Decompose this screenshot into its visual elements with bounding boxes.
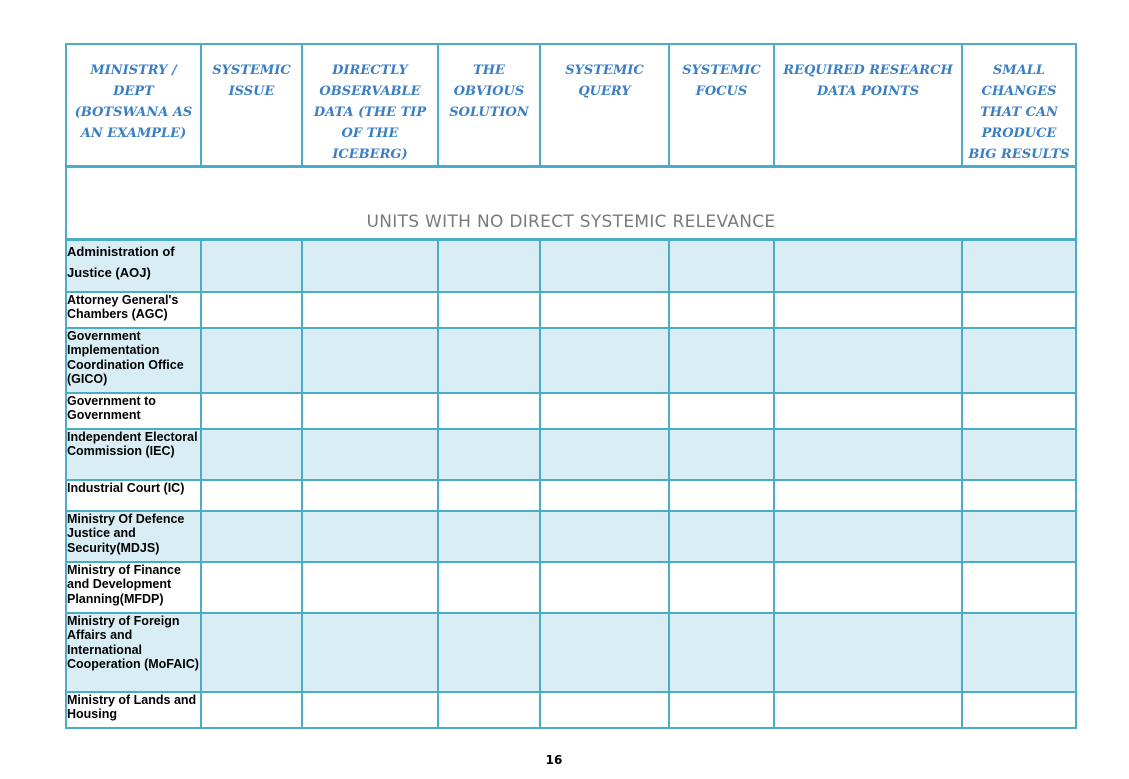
row-empty-cell (438, 393, 540, 429)
row-empty-cell (774, 328, 962, 393)
row-empty-cell (962, 429, 1076, 480)
row-ministry-name: Independent Electoral Commission (IEC) (66, 429, 201, 480)
row-empty-cell (962, 692, 1076, 728)
row-empty-cell (438, 562, 540, 613)
row-empty-cell (540, 292, 669, 328)
row-ministry-name: Ministry of Foreign Affairs and International Cooperation (MoFAIC) (66, 613, 201, 692)
table-row (66, 562, 1076, 613)
row-empty-cell (774, 562, 962, 613)
row-empty-cell (302, 328, 438, 393)
row-empty-cell (201, 613, 302, 692)
header-systemic-issue: SYSTEMIC ISSUE (201, 44, 302, 167)
systemic-analysis-table (65, 43, 1077, 729)
table-row (66, 613, 1076, 692)
row-empty-cell (438, 240, 540, 292)
row-empty-cell (540, 692, 669, 728)
header-directly-observable-data: DIRECTLY OBSERVABLE DATA (THE TIP OF THE ICEBERG) (302, 44, 438, 167)
row-empty-cell (540, 393, 669, 429)
row-empty-cell (962, 562, 1076, 613)
row-empty-cell (438, 429, 540, 480)
header-obvious-solution: THE OBVIOUS SOLUTION (438, 44, 540, 167)
row-empty-cell (962, 393, 1076, 429)
row-empty-cell (774, 613, 962, 692)
row-empty-cell (669, 511, 774, 562)
section-row (66, 167, 1076, 240)
row-empty-cell (302, 511, 438, 562)
row-ministry-name: Attorney General's Chambers (AGC) (66, 292, 201, 328)
table-row (66, 328, 1076, 393)
row-ministry-name: Ministry of Finance and Development Planning(MFDP) (66, 562, 201, 613)
row-empty-cell (669, 328, 774, 393)
row-empty-cell (962, 480, 1076, 511)
header-row (66, 44, 1076, 167)
section-title: UNITS WITH NO DIRECT SYSTEMIC RELEVANCE (66, 167, 1076, 240)
row-empty-cell (438, 328, 540, 393)
row-empty-cell (540, 429, 669, 480)
row-empty-cell (962, 240, 1076, 292)
header-required-research-data-points: REQUIRED RESEARCH DATA POINTS (774, 44, 962, 167)
row-empty-cell (540, 480, 669, 511)
row-empty-cell (438, 480, 540, 511)
header-small-changes: SMALL CHANGES THAT CAN PRODUCE BIG RESULTS (962, 44, 1076, 167)
row-empty-cell (201, 480, 302, 511)
page-number: 16 (545, 753, 563, 767)
table-row (66, 240, 1076, 292)
row-empty-cell (302, 240, 438, 292)
row-ministry-name: Ministry of Lands and Housing (66, 692, 201, 728)
row-empty-cell (962, 511, 1076, 562)
row-empty-cell (774, 240, 962, 292)
row-empty-cell (669, 393, 774, 429)
row-empty-cell (201, 240, 302, 292)
row-empty-cell (438, 292, 540, 328)
row-empty-cell (438, 692, 540, 728)
header-systemic-focus: SYSTEMIC FOCUS (669, 44, 774, 167)
header-ministry-dept: MINISTRY / DEPT (BOTSWANA AS AN EXAMPLE) (66, 44, 201, 167)
row-empty-cell (669, 480, 774, 511)
header-systemic-query: SYSTEMIC QUERY (540, 44, 669, 167)
table-row (66, 692, 1076, 728)
row-empty-cell (774, 393, 962, 429)
row-empty-cell (201, 393, 302, 429)
row-empty-cell (201, 292, 302, 328)
row-empty-cell (669, 692, 774, 728)
table-row (66, 429, 1076, 480)
row-empty-cell (962, 292, 1076, 328)
row-empty-cell (669, 240, 774, 292)
table-row (66, 292, 1076, 328)
row-empty-cell (540, 511, 669, 562)
row-empty-cell (774, 429, 962, 480)
row-empty-cell (669, 613, 774, 692)
row-ministry-name: Industrial Court (IC) (66, 480, 201, 511)
row-empty-cell (438, 511, 540, 562)
table-row (66, 511, 1076, 562)
row-empty-cell (540, 240, 669, 292)
row-ministry-name: Ministry Of Defence Justice and Security(MDJS) (66, 511, 201, 562)
row-empty-cell (201, 692, 302, 728)
row-empty-cell (774, 511, 962, 562)
row-empty-cell (669, 562, 774, 613)
row-empty-cell (669, 292, 774, 328)
row-empty-cell (774, 480, 962, 511)
row-empty-cell (302, 480, 438, 511)
row-empty-cell (201, 429, 302, 480)
row-empty-cell (201, 562, 302, 613)
row-empty-cell (540, 613, 669, 692)
row-ministry-name: Administration of Justice (AOJ) (66, 240, 201, 292)
row-empty-cell (962, 613, 1076, 692)
row-empty-cell (302, 562, 438, 613)
row-empty-cell (962, 328, 1076, 393)
row-empty-cell (302, 429, 438, 480)
row-empty-cell (201, 511, 302, 562)
row-empty-cell (302, 292, 438, 328)
row-empty-cell (201, 328, 302, 393)
row-empty-cell (438, 613, 540, 692)
row-empty-cell (774, 292, 962, 328)
row-ministry-name: Government Implementation Coordination Office (GICO) (66, 328, 201, 393)
row-empty-cell (669, 429, 774, 480)
table-row (66, 480, 1076, 511)
row-empty-cell (302, 393, 438, 429)
table-row (66, 393, 1076, 429)
row-ministry-name: Government to Government (66, 393, 201, 429)
row-empty-cell (540, 562, 669, 613)
row-empty-cell (774, 692, 962, 728)
row-empty-cell (302, 613, 438, 692)
row-empty-cell (302, 692, 438, 728)
row-empty-cell (540, 328, 669, 393)
